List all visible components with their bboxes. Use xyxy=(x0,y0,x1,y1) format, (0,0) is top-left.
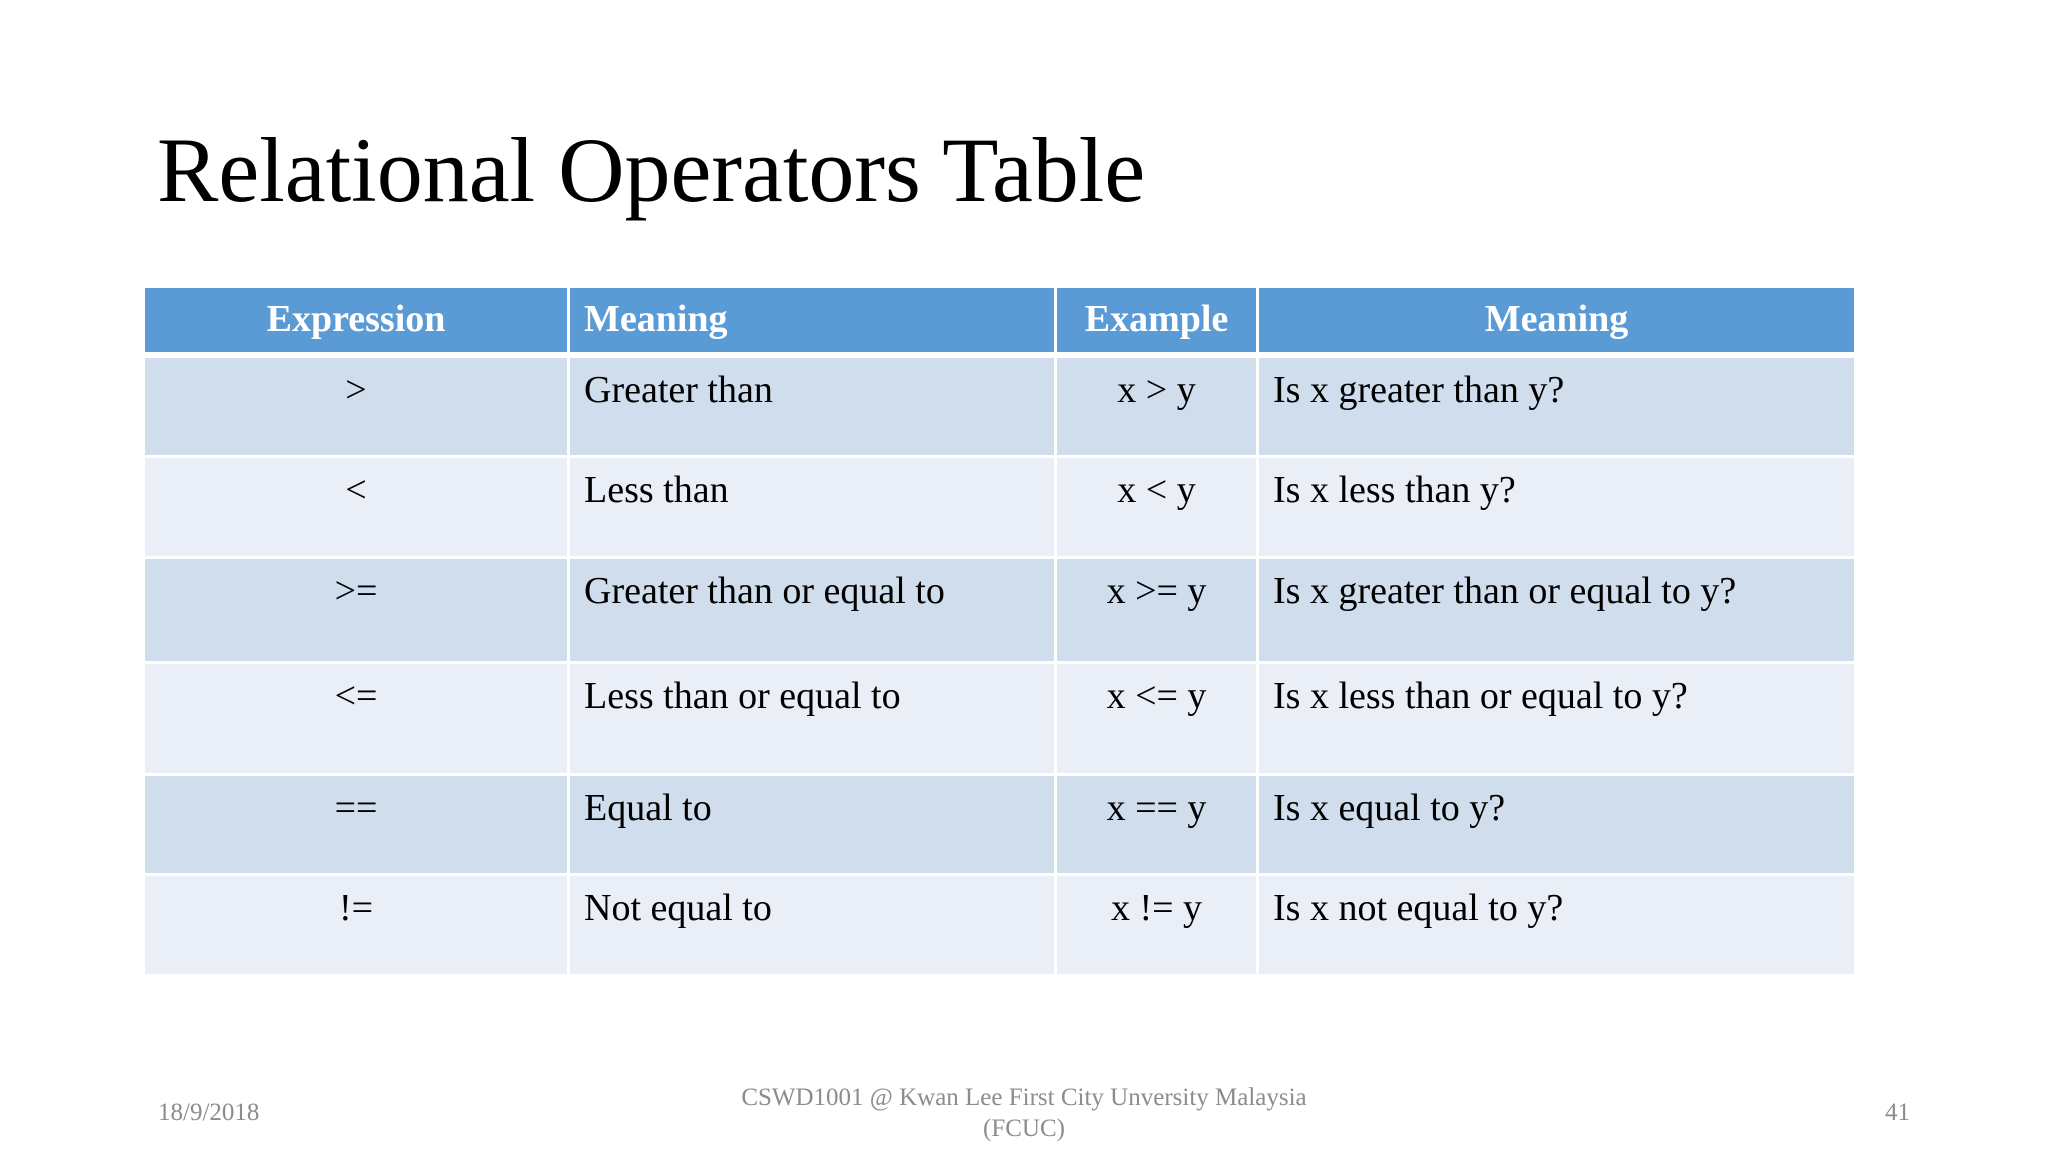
footer-course-info xyxy=(700,1082,1348,1145)
cell-question: Is x greater than y? xyxy=(1258,355,1856,456)
cell-question: Is x less than or equal to y? xyxy=(1258,662,1856,774)
cell-expression: > xyxy=(144,355,569,456)
header-meaning-question: Meaning xyxy=(1258,287,1856,356)
cell-example: x <= y xyxy=(1056,662,1258,774)
table-row xyxy=(144,774,1856,874)
header-expression: Expression xyxy=(144,287,569,356)
table-header-row xyxy=(144,287,1856,356)
header-example: Example xyxy=(1056,287,1258,356)
cell-meaning: Less than xyxy=(569,456,1056,557)
table-row xyxy=(144,557,1856,662)
cell-example: x == y xyxy=(1056,774,1258,874)
header-meaning: Meaning xyxy=(569,287,1056,356)
cell-example: x < y xyxy=(1056,456,1258,557)
table-row xyxy=(144,662,1856,774)
table-row xyxy=(144,355,1856,456)
cell-meaning: Greater than xyxy=(569,355,1056,456)
table-row xyxy=(144,456,1856,557)
cell-expression: <= xyxy=(144,662,569,774)
cell-expression: < xyxy=(144,456,569,557)
cell-expression: != xyxy=(144,874,569,975)
cell-example: x > y xyxy=(1056,355,1258,456)
footer-date: 18/9/2018 xyxy=(158,1099,260,1126)
cell-question: Is x less than y? xyxy=(1258,456,1856,557)
footer-institution-abbr: (FCUC) xyxy=(983,1115,1065,1143)
cell-meaning: Equal to xyxy=(569,774,1056,874)
table-row xyxy=(144,874,1856,975)
cell-example: x != y xyxy=(1056,874,1258,975)
cell-meaning: Greater than or equal to xyxy=(569,557,1056,662)
slide-title: Relational Operators Table xyxy=(157,119,1146,221)
cell-example: x >= y xyxy=(1056,557,1258,662)
cell-question: Is x not equal to y? xyxy=(1258,874,1856,975)
footer-page-number: 41 xyxy=(1885,1099,1910,1126)
cell-question: Is x equal to y? xyxy=(1258,774,1856,874)
cell-meaning: Not equal to xyxy=(569,874,1056,975)
cell-question: Is x greater than or equal to y? xyxy=(1258,557,1856,662)
cell-meaning: Less than or equal to xyxy=(569,662,1056,774)
relational-operators-table xyxy=(142,285,1857,977)
cell-expression: == xyxy=(144,774,569,874)
cell-expression: >= xyxy=(144,557,569,662)
footer-course-line: CSWD1001 @ Kwan Lee First City Unversity Malaysia xyxy=(741,1084,1307,1111)
